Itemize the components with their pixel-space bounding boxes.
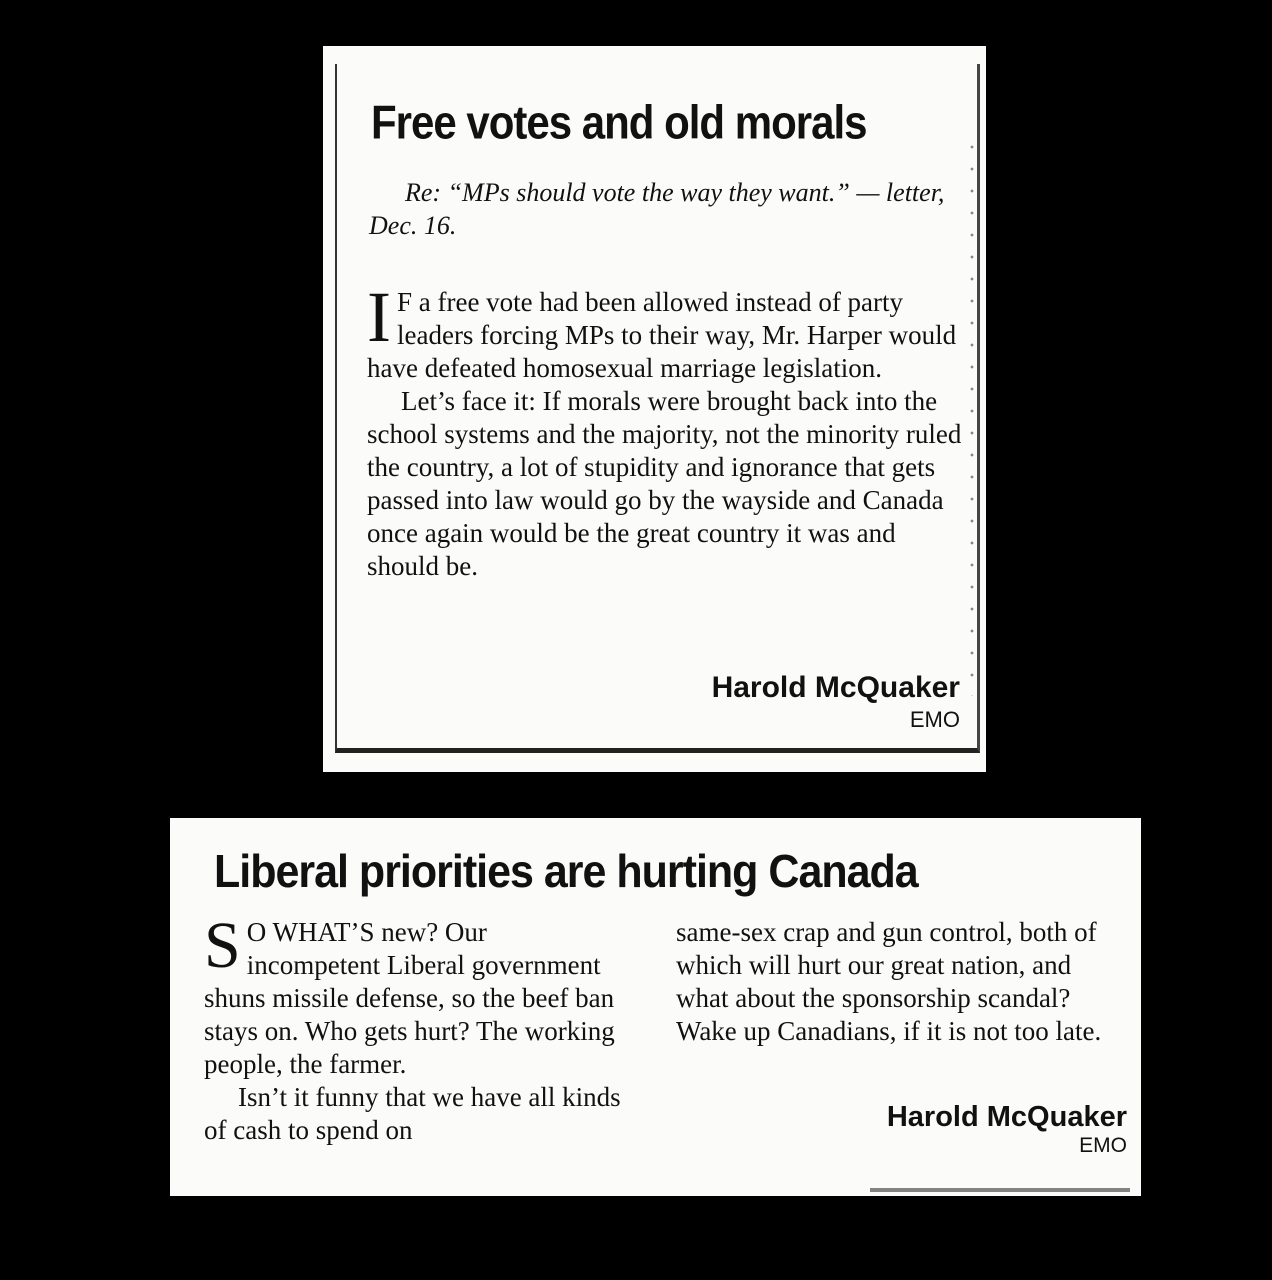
letter-signature	[712, 671, 960, 733]
paragraph-text: F a free vote had been allowed instead of party leaders forcing MPs to their way, Mr. Harper would have defeated homosexual marriage legislation.	[367, 287, 957, 383]
letter-paragraph: same-sex crap and gun control, both of which will hurt our great nation, and what about the sponsorship scandal? Wake up Canadians, if it is not too late.	[676, 917, 1102, 1046]
letter-column-1	[204, 909, 624, 1147]
drop-cap: I	[367, 277, 391, 357]
letter-headline: Liberal priorities are hurting Canada	[214, 846, 918, 898]
newspaper-clipping-free-votes	[323, 46, 986, 772]
drop-cap: S	[204, 909, 241, 982]
author-name: Harold McQuaker	[886, 1101, 1127, 1133]
letter-reference: Re: “MPs should vote the way they want.” — letter, Dec. 16.	[369, 178, 945, 240]
author-name: Harold McQuaker	[711, 671, 960, 704]
letter-signature	[887, 1101, 1127, 1158]
letter-paragraph	[204, 909, 624, 1081]
letter-paragraph: Let’s face it: If morals were brought back into the school systems and the majority, not the minority ruled the country, a lot of stupidity and ignorance that gets passed into law would go by the wayside and Canada once again would be the great country it was and should be.	[367, 386, 962, 581]
torn-edge-dots	[968, 136, 978, 696]
author-town: EMO	[1079, 1134, 1127, 1157]
paragraph-text: O WHAT’S new? Our incompetent Liberal government shuns missile defense, so the beef ban stays on. Who gets hurt? The working people, the farmer.	[204, 917, 615, 1079]
author-town: EMO	[909, 707, 960, 732]
letter-headline: Free votes and old morals	[371, 96, 867, 149]
letter-column-2	[676, 916, 1116, 1048]
letter-paragraph: Isn’t it funny that we have all kinds of cash to spend on	[204, 1082, 621, 1145]
letter-body	[367, 277, 962, 583]
clipping-edge	[870, 1188, 1130, 1192]
newspaper-clipping-liberal-priorities	[170, 818, 1141, 1196]
letter-paragraph	[367, 277, 962, 385]
